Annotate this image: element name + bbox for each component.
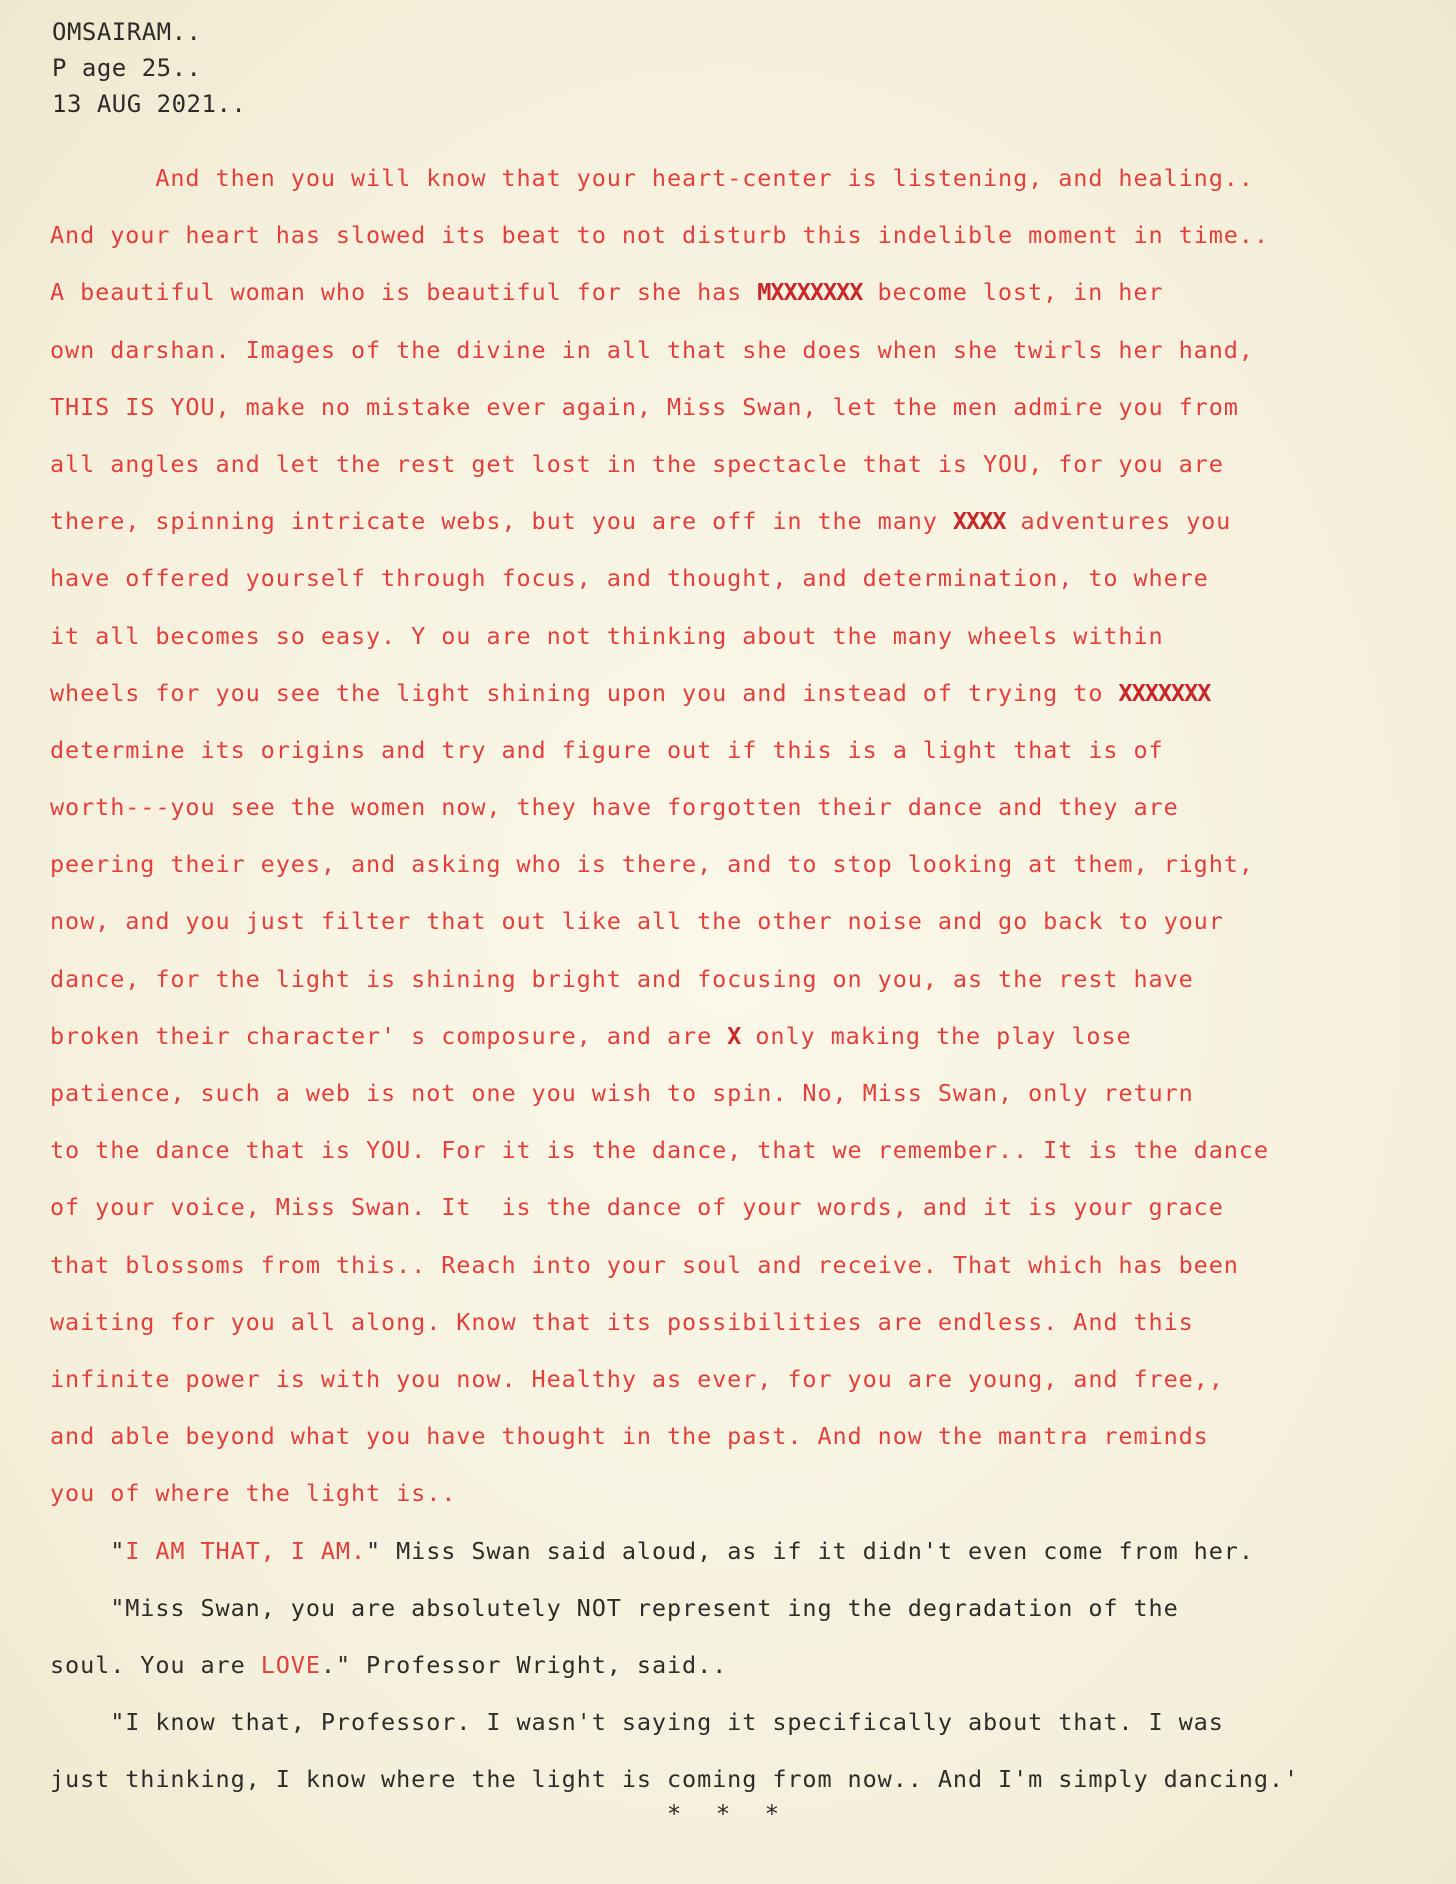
- text-segment: "I know that, Professor. I wasn't saying it specifically about that. I was: [50, 1708, 1224, 1737]
- text-segment: peering their eyes, and asking who is there, and to stop looking at them, right,: [50, 850, 1254, 879]
- text-segment: and able beyond what you have thought in the past. And now the mantra reminds: [50, 1422, 1209, 1451]
- text-segment: all angles and let the rest get lost in the spectacle that is YOU, for you are: [50, 449, 1224, 478]
- dialogue-line: [50, 1580, 1430, 1637]
- text-segment: broken their character' s composure, and are: [50, 1021, 728, 1050]
- text-line: [50, 608, 1430, 665]
- text-line: [50, 493, 1430, 550]
- dialogue-line: [50, 1523, 1430, 1580]
- text-line: [50, 264, 1430, 321]
- text-segment: adventures you: [1005, 507, 1232, 536]
- text-segment: that blossoms from this.. Reach into your soul and receive. That which has been: [50, 1250, 1239, 1279]
- text-segment: worth---you see the women now, they have forgotten their dance and they are: [50, 793, 1179, 822]
- text-line: [50, 1408, 1430, 1465]
- text-segment: And your heart has slowed its beat to not disturb this indelible moment in time..: [50, 221, 1269, 250]
- text-line: [50, 665, 1430, 722]
- header-page-number: P age 25..: [52, 54, 202, 82]
- text-line: [50, 836, 1430, 893]
- text-segment: have offered yourself through focus, and thought, and determination, to where: [50, 564, 1209, 593]
- text-segment: dance, for the light is shining bright and focusing on you, as the rest have: [50, 964, 1194, 993]
- text-segment: infinite power is with you now. Healthy as ever, for you are young, and free,,: [50, 1364, 1224, 1393]
- text-line: [50, 1065, 1430, 1122]
- text-line: [50, 1237, 1430, 1294]
- text-segment: And then you will know that your heart-center is listening, and healing..: [50, 164, 1254, 192]
- text-segment: " Miss Swan said aloud, as if it didn't even come from her.: [366, 1536, 1254, 1565]
- struck-out-text: X: [727, 1021, 741, 1050]
- text-line: [50, 1294, 1430, 1351]
- text-segment: to the dance that is YOU. For it is the dance, that we remember.. It is the dance: [50, 1136, 1269, 1165]
- text-segment: ." Professor Wright, said..: [320, 1650, 728, 1679]
- text-line: [50, 893, 1430, 950]
- text-line: [50, 207, 1430, 264]
- page-body: [50, 150, 1430, 1808]
- header-omsairam: OMSAIRAM..: [52, 18, 202, 46]
- text-segment: LOVE: [260, 1650, 321, 1679]
- text-line: [50, 1179, 1430, 1236]
- text-segment: I AM THAT, I AM.: [125, 1536, 367, 1565]
- text-line: [50, 722, 1430, 779]
- text-segment: THIS IS YOU, make no mistake ever again, Miss Swan, let the men admire you from: [50, 392, 1239, 421]
- text-segment: it all becomes so easy. Y ou are not thinking about the many wheels within: [50, 621, 1164, 650]
- text-line: [50, 1122, 1430, 1179]
- text-segment: ": [50, 1536, 126, 1565]
- text-segment: waiting for you all along. Know that its possibilities are endless. And this: [50, 1307, 1194, 1336]
- text-segment: patience, such a web is not one you wish to spin. No, Miss Swan, only return: [50, 1079, 1194, 1107]
- text-line: [50, 951, 1430, 1008]
- text-segment: you of where the light is..: [50, 1479, 457, 1508]
- text-line: [50, 550, 1430, 607]
- text-line: [50, 1351, 1430, 1408]
- text-line: [50, 150, 1430, 207]
- struck-out-text: XXXX: [952, 507, 1006, 536]
- text-line: [50, 1008, 1430, 1065]
- text-segment: become lost, in her: [862, 278, 1164, 307]
- text-line: [50, 322, 1430, 379]
- text-segment: determine its origins and try and figure out if this is a light that is of: [50, 735, 1164, 764]
- text-segment: now, and you just filter that out like all the other noise and go back to your: [50, 907, 1224, 936]
- text-segment: A beautiful woman who is beautiful for she has: [50, 278, 758, 307]
- page-header: [52, 14, 246, 122]
- section-break-stars: * * *: [666, 1800, 790, 1828]
- text-line: [50, 436, 1430, 493]
- text-line: [50, 1465, 1430, 1522]
- dialogue-line: [50, 1694, 1430, 1751]
- text-line: [50, 779, 1430, 836]
- text-line: [50, 379, 1430, 436]
- struck-out-text: MXXXXXXX: [757, 278, 863, 307]
- text-segment: just thinking, I know where the light is coming from now.. And I'm simply dancing.': [50, 1765, 1299, 1794]
- header-date: 13 AUG 2021..: [52, 90, 247, 118]
- text-segment: there, spinning intricate webs, but you are off in the many: [50, 507, 953, 536]
- text-segment: wheels for you see the light shining upon you and instead of trying to: [50, 678, 1119, 707]
- text-segment: soul. You are: [50, 1650, 261, 1679]
- struck-out-text: XXXXXXX: [1118, 678, 1211, 707]
- text-segment: own darshan. Images of the divine in all that she does when she twirls her hand,: [50, 335, 1254, 364]
- text-segment: of your voice, Miss Swan. It is the dance of your words, and it is your grace: [50, 1193, 1224, 1222]
- text-segment: "Miss Swan, you are absolutely NOT represent ing the degradation of the: [50, 1593, 1179, 1622]
- dialogue-line: [50, 1637, 1430, 1694]
- text-segment: only making the play lose: [740, 1021, 1132, 1050]
